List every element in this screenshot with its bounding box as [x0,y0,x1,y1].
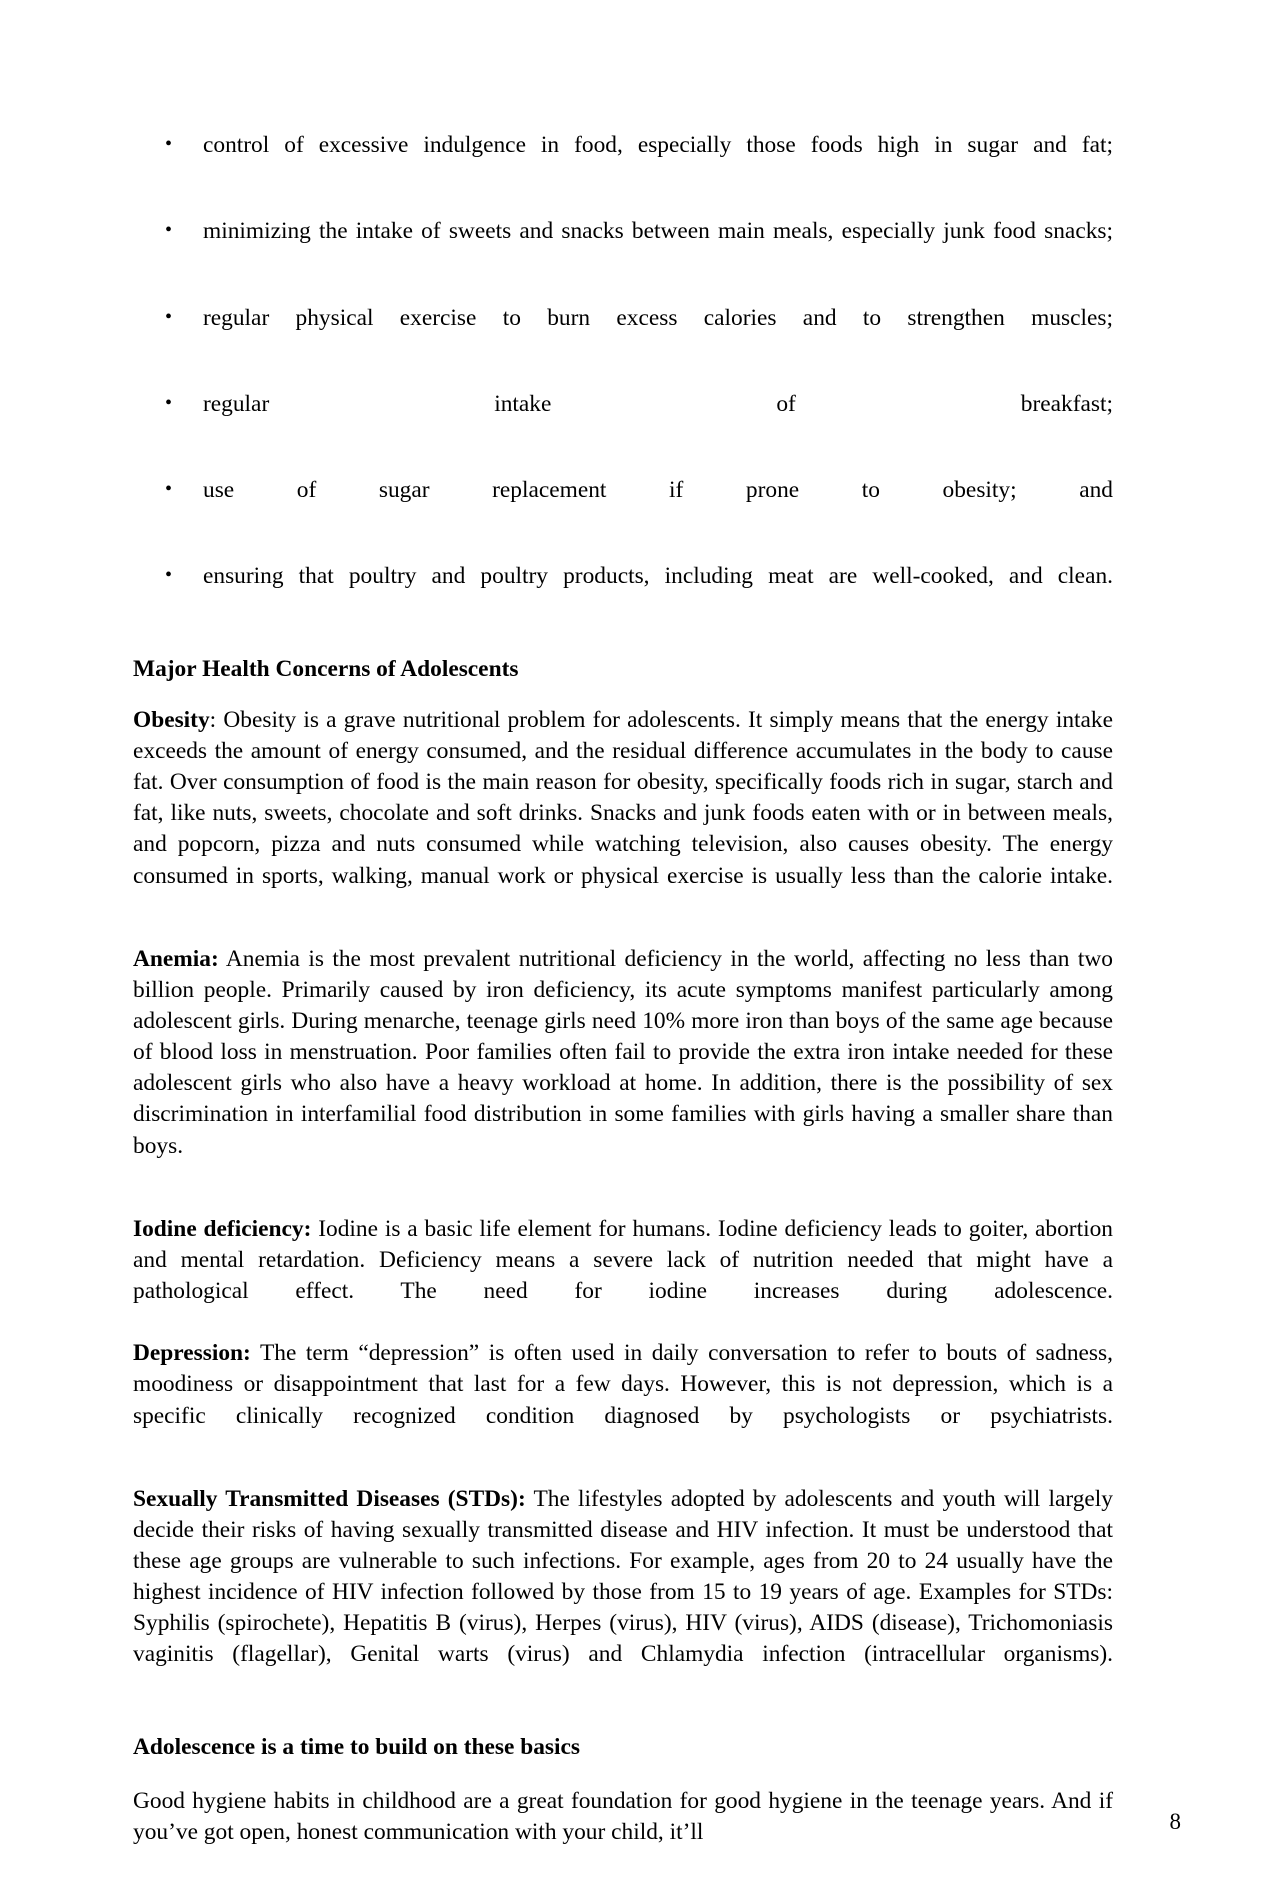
list-item [133,130,1113,192]
separator-depression [251,1340,260,1366]
heading-major-health-concerns: Major Health Concerns of Adolescents [133,655,519,682]
bullet-marker: • [165,133,173,155]
paragraph-obesity [133,705,1113,923]
list-item [133,561,1113,623]
body-anemia: Anemia is the most prevalent nutritional deficiency in the world, affecting no less than two billion people. Primarily caused by iron deficiency, its acute symptoms manifest particularly among adolescent girls. During menarche, teenage girls need 10% more iron than boys of the same age because of blood loss in menstruation. Poor families often fail to provide the extra iron intake needed for these adolescent girls who also have a heavy workload at home. In addition, there is the possibility of sex discrimination in interfamilial food distribution in some families with girls having a smaller share than boys. [133,945,1113,1159]
list-item [133,216,1113,278]
page-number: 8 [1169,1809,1181,1835]
label-anemia: Anemia: [133,945,219,972]
list-item-text: control of excessive indulgence in food, especially those foods high in sugar and fat; [203,132,1113,158]
separator-stds [526,1486,534,1512]
body-obesity: Obesity is a grave nutritional problem for adolescents. It simply means that the energy intake exceeds the amount of energy consumed, and the residual difference accumulates in the body to cause fat. Over consumption of food is the main reason for obesity, specifically foods rich in sugar, starch and fat, like nuts, sweets, chocolate and soft drinks. Snacks and junk foods eaten with or in between meals, and popcorn, pizza and nuts consumed while watching television, also causes obesity. The energy consumed in sports, walking, manual work or physical exercise is usually less than the calorie intake. [133,706,1113,889]
body-depression: The term “depression” is often used in daily conversation to refer to bouts of sadness, moodiness or disappointment that last for a few days. However, this is not depression, which is a specific clinically recognized condition diagnosed by psychologists or psychiatrists. [133,1340,1113,1429]
label-iodine-deficiency: Iodine deficiency: [133,1215,312,1242]
bullet-marker: • [165,564,173,587]
bullet-marker: • [165,391,173,414]
heading-adolescence-basics: Adolescence is a time to build on these basics [133,1733,581,1760]
list-item-text: ensuring that poultry and poultry products, including meat are well-cooked, and clean. [203,563,1113,590]
bullet-marker: • [165,305,173,328]
list-item-text: regular physical exercise to burn excess calories and to strengthen muscles; [203,304,1113,331]
list-item [133,389,1113,451]
separator-anemia [219,946,226,972]
list-item-text: minimizing the intake of sweets and snacks between main meals, especially junk food snacks; [203,218,1113,245]
label-obesity: Obesity [133,706,210,733]
label-stds: Sexually Transmitted Diseases (STDs): [133,1485,526,1512]
paragraph-closing: Good hygiene habits in childhood are a great foundation for good hygiene in the teenage years. And if you’ve got open, honest communication with your child, it’ll [133,1788,1113,1846]
list-item [133,475,1113,537]
list-item [133,303,1113,365]
list-item-text: use of sugar replacement if prone to obesity; and [203,477,1113,503]
label-depression: Depression: [133,1340,251,1367]
paragraph-stds [133,1484,1113,1702]
list-item-text: regular intake of breakfast; [203,390,1113,417]
paragraph-depression [133,1338,1113,1463]
paragraph-iodine-deficiency [133,1214,1113,1339]
bullet-marker: • [165,478,173,500]
recommendations-bullet-list [133,130,1113,624]
body-iodine-deficiency: Iodine is a basic life element for humans. Iodine deficiency leads to goiter, abortion and mental retardation. Deficiency means a severe lack of nutrition needed that might have a pathological effect. The need for iodine increases during adolescence. [133,1215,1113,1305]
separator-obesity: : [209,706,224,733]
bullet-marker: • [165,219,173,242]
body-stds: The lifestyles adopted by adolescents and youth will largely decide their risks of having sexually transmitted disease and HIV infection. It must be understood that these age groups are vulnerable to such infections. For example, ages from 20 to 24 usually have the highest incidence of HIV infection followed by those from 15 to 19 years of age. Examples for STDs: Syphilis (spirochete), Hepatitis B (virus), Herpes (virus), HIV (virus), AIDS (disease), Trichomoniasis vaginitis (flagellar), Genital warts (virus) and Chlamydia infection (intracellular organisms). [133,1485,1113,1668]
paragraph-anemia [133,944,1113,1193]
